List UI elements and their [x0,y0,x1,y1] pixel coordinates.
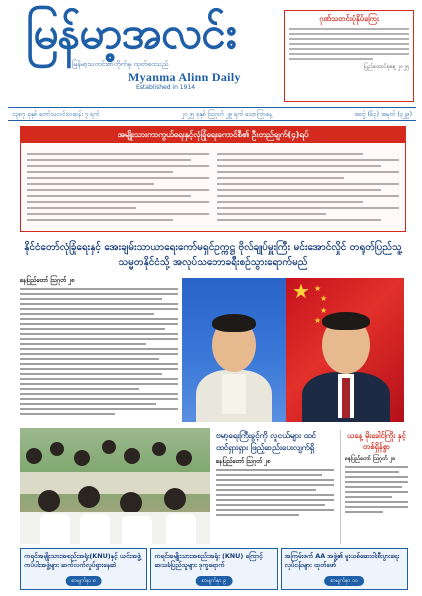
masthead [0,0,422,108]
article-dateline: နေပြည်တော် ဩဂုတ် ၂၈ [20,277,75,284]
text-line [289,53,409,55]
motto-title: ဂုဏ်သတင်းပုံနှိပ်ကြေး [319,14,379,23]
footer-teasers [20,548,408,590]
issue-number: အတွဲ (၆၃) အမှတ် (၃၂၉) [354,110,412,118]
teaser-page-badge: စာမျက်နှာ ၁၀ [324,576,364,586]
teaser-1[interactable] [20,548,147,590]
text-line [289,38,409,40]
motto-footer: ပြည်ထောင်စုနေ့ ၂၀၂၅ [363,64,409,70]
teaser-page-badge: စာမျက်နှာ ၈ [65,576,102,586]
established-year: Established in 1914 [136,84,196,91]
policy-heading: အမျိုးသားကာကွယ်ရေးနှင့်လုံခြုံရေးကောင်စီ၏ ဦးတည်ချက်(၄)ရပ် [21,127,405,143]
newspaper-english-name: Myanma Alinn Daily [128,70,241,84]
main-headline: နိုင်ငံတော်လုံခြုံရေးနှင့် အေးချမ်းသာယာရေးကော်မရှင်ဥက္ကဋ္ဌ ဗိုလ်ချုပ်မှူးကြီး မင်းအောင်လှိုင် တရုတ်ပြည်သူ့သမ္မတနိုင်ငံသို့ အလုပ်သဘောခရီးစဉ်သွားရောက်မည် [24,242,402,268]
date-burmese: ၁၃၈၇ ခုနှစ် တော်သလင်းလဆန်း ၇ ရက် [12,110,100,118]
text-line [289,58,373,60]
date-gregorian: ၂၀၂၅ ခုနှစ် ဩဂုတ် ၂၉ ရက် သောကြာနေ့ [181,110,273,118]
teaser-title: ကရင်အမျိုးသားအစည်းအရုံး (KNU) ကြောင့် ဒေသခံပြည်သူများ ဒုက္ခရောက် [154,552,263,569]
teaser-title: ကရင်အမျိုးသားအစည်းအရုံး(KNU)နှင့် ယင်းအဖွဲ့ကပ်ပါးအဖွဲ့များ ဆက်လက်လှုပ်ရှားနေဆဲ [24,552,141,569]
students-photo [20,428,210,544]
leader-photo-right: ★ ★ ★ ★ ★ [286,278,404,422]
teaser-3[interactable] [281,548,408,590]
teaser-title: အကြမ်းဖက် AA အဖွဲ့၏ မူးယစ်ဆေးဝါးစီးပွားရေး လုပ်ငန်းများ ထုတ်ဖော် [284,552,400,569]
secondary-story-title: ဗမာ့ရေးကြီးခွင့်ကို လူငယ်များ ထင်ထင်ရှားရှား ဖြည့်ဆည်းပေးလျက်ရှိ [216,431,316,452]
motto-box [284,10,414,102]
text-line [289,33,409,35]
teaser-page-badge: စာမျက်နှာ ၉ [196,576,233,586]
text-line [289,28,409,30]
text-line [289,43,409,45]
newspaper-title: မြန်မာ့အလင်း [26,8,236,59]
side-story-title: ယနေ့ မိုးခေါင်ကြိုး နှင့် တစ်ရှိန်စွာ [347,431,406,451]
secondary-story-dateline: နေပြည်တော် ဩဂုတ် ၂၈ [216,458,271,465]
policy-column-left [27,149,209,225]
policy-box [20,126,406,232]
leader-photo-left [182,278,286,422]
newspaper-tagline: မြန်မာ့သတင်းစာတိုက်မှ ထုတ်ဝေသည် [72,60,169,68]
date-bar [8,107,416,121]
text-line [289,48,409,50]
teaser-2[interactable] [150,548,277,590]
policy-column-right [217,149,399,225]
main-article-body [20,276,178,424]
secondary-story [216,430,334,544]
side-story-dateline: နေပြည်တော် ဩဂုတ် ၂၈ [345,456,396,462]
side-story [340,430,408,544]
